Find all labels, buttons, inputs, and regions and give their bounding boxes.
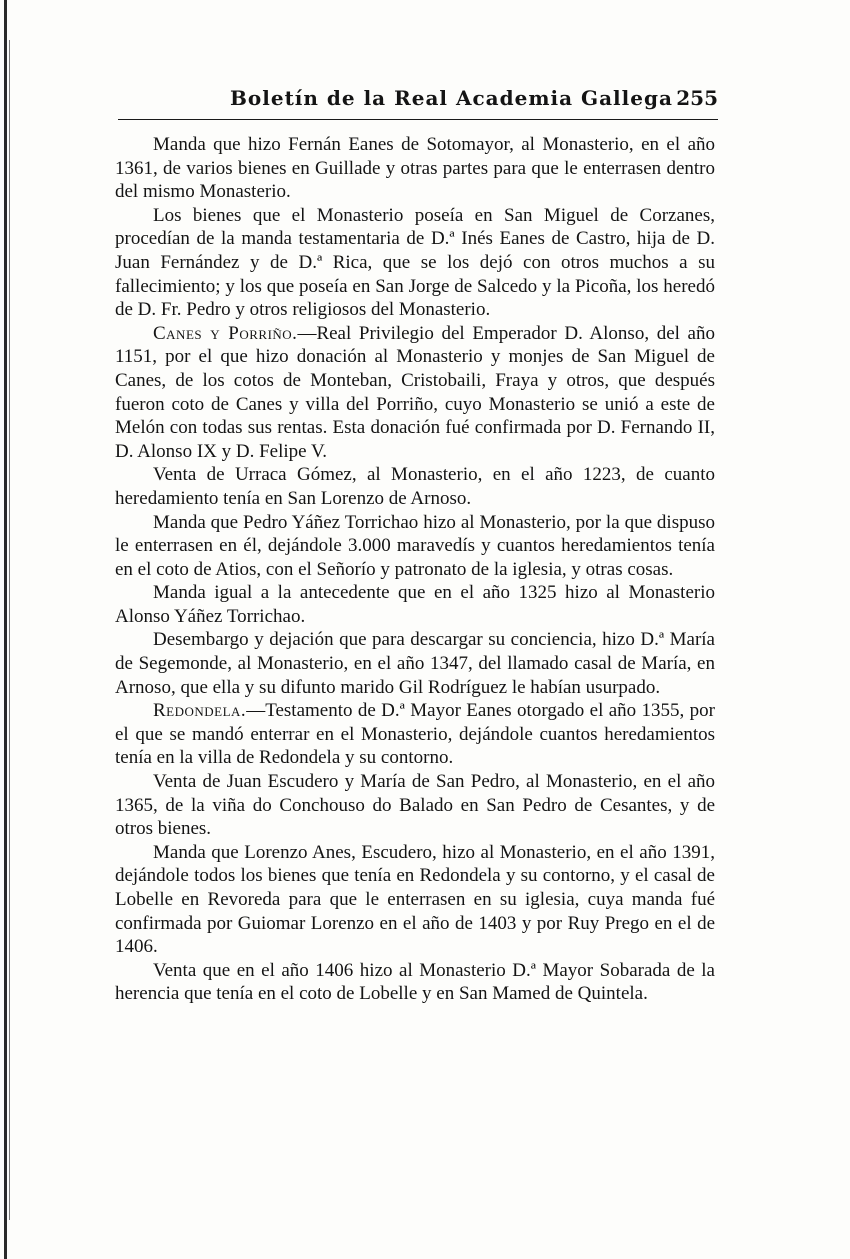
paragraph-text: Los bienes que el Monasterio poseía en San Miguel de Corzanes, procedían de la manda testamentaria de D.ª Inés Eanes de Castro, hija de D. Juan Fernández y de D.ª Rica, que se los dejó con otros muchos a su fallecimiento; y los que poseía en San Jorge de Salcedo y la Picoña, los heredó de D. Fr. Pedro y otros religiosos del Monasterio. bbox=[115, 204, 715, 321]
paragraph bbox=[115, 959, 715, 1006]
section-heading: Redondela. bbox=[153, 700, 247, 722]
paragraph bbox=[115, 322, 715, 464]
page-number: 255 bbox=[676, 86, 718, 110]
body-text bbox=[115, 133, 715, 1006]
paragraph bbox=[115, 204, 715, 322]
paragraph-text: Venta de Juan Escudero y María de San Pedro, al Monasterio, en el año 1365, de la viña do Conchouso do Balado en San Pedro de Cesantes, y de otros bienes. bbox=[115, 771, 715, 840]
paragraph-text: Venta que en el año 1406 hizo al Monasterio D.ª Mayor Sobarada de la herencia que tenía en el coto de Lobelle y en San Mamed de Quintela. bbox=[115, 959, 715, 1005]
paragraph-text: Desembargo y dejación que para descargar su conciencia, hizo D.ª María de Segemonde, al Monasterio, en el año 1347, del llamado casal de María, en Arnoso, que ella y su difunto marido Gil Rodríguez le habían usurpado. bbox=[115, 629, 715, 698]
paragraph-text: Manda que Pedro Yáñez Torrichao hizo al Monasterio, por la que dispuso le enterrasen en él, dejándole 3.000 maravedís y cuantos heredamientos tenía en el coto de Atios, con el Señorío y patronato de la iglesia, y otras cosas. bbox=[115, 511, 715, 580]
section-heading: Canes y Porriño. bbox=[153, 322, 298, 344]
binding-shadow bbox=[9, 40, 10, 1220]
binding-edge bbox=[4, 0, 7, 1259]
paragraph bbox=[115, 133, 715, 204]
paragraph bbox=[115, 581, 715, 628]
paragraph-text: —Real Privilegio del Emperador D. Alonso, del año 1151, por el que hizo donación al Monasterio y monjes de San Miguel de Canes, de los cotos de Monteban, Cristobaili, Fraya y otros, que después fueron coto de Canes y villa del Porriño, cuyo Monasterio se unió a este de Melón con todas sus rentas. Esta donación fué confirmada por D. Fernando II, D. Alonso IX y D. Felipe V. bbox=[115, 322, 715, 462]
paragraph-text: Manda igual a la antecedente que en el año 1325 hizo al Monasterio Alonso Yáñez Torrichao. bbox=[115, 582, 715, 627]
paragraph-text: Manda que hizo Fernán Eanes de Sotomayor, al Monasterio, en el año 1361, de varios bienes en Guillade y otras partes para que le enterrasen dentro del mismo Monasterio. bbox=[115, 134, 715, 203]
paragraph bbox=[115, 511, 715, 582]
paragraph bbox=[115, 628, 715, 699]
paragraph bbox=[115, 699, 715, 770]
paragraph bbox=[115, 770, 715, 841]
running-header bbox=[118, 86, 718, 116]
header-rule bbox=[118, 119, 718, 120]
paragraph bbox=[115, 841, 715, 959]
journal-title: Boletín de la Real Academia Gallega bbox=[230, 86, 673, 110]
paragraph bbox=[115, 463, 715, 510]
paragraph-text: —Testamento de D.ª Mayor Eanes otorgado el año 1355, por el que se mandó enterrar en el Monasterio, dejándole cuantos heredamientos tenía en la villa de Redondela y su contorno. bbox=[115, 700, 715, 769]
paragraph-text: Venta de Urraca Gómez, al Monasterio, en el año 1223, de cuanto heredamiento tenía en San Lorenzo de Arnoso. bbox=[115, 464, 715, 509]
paragraph-text: Manda que Lorenzo Anes, Escudero, hizo al Monasterio, en el año 1391, dejándole todos los bienes que tenía en Redondela y su contorno, y el casal de Lobelle en Revoreda para que le enterrasen en su iglesia, cuya manda fué confirmada por Guiomar Lorenzo en el año de 1403 y por Ruy Prego en el de 1406. bbox=[115, 841, 715, 958]
